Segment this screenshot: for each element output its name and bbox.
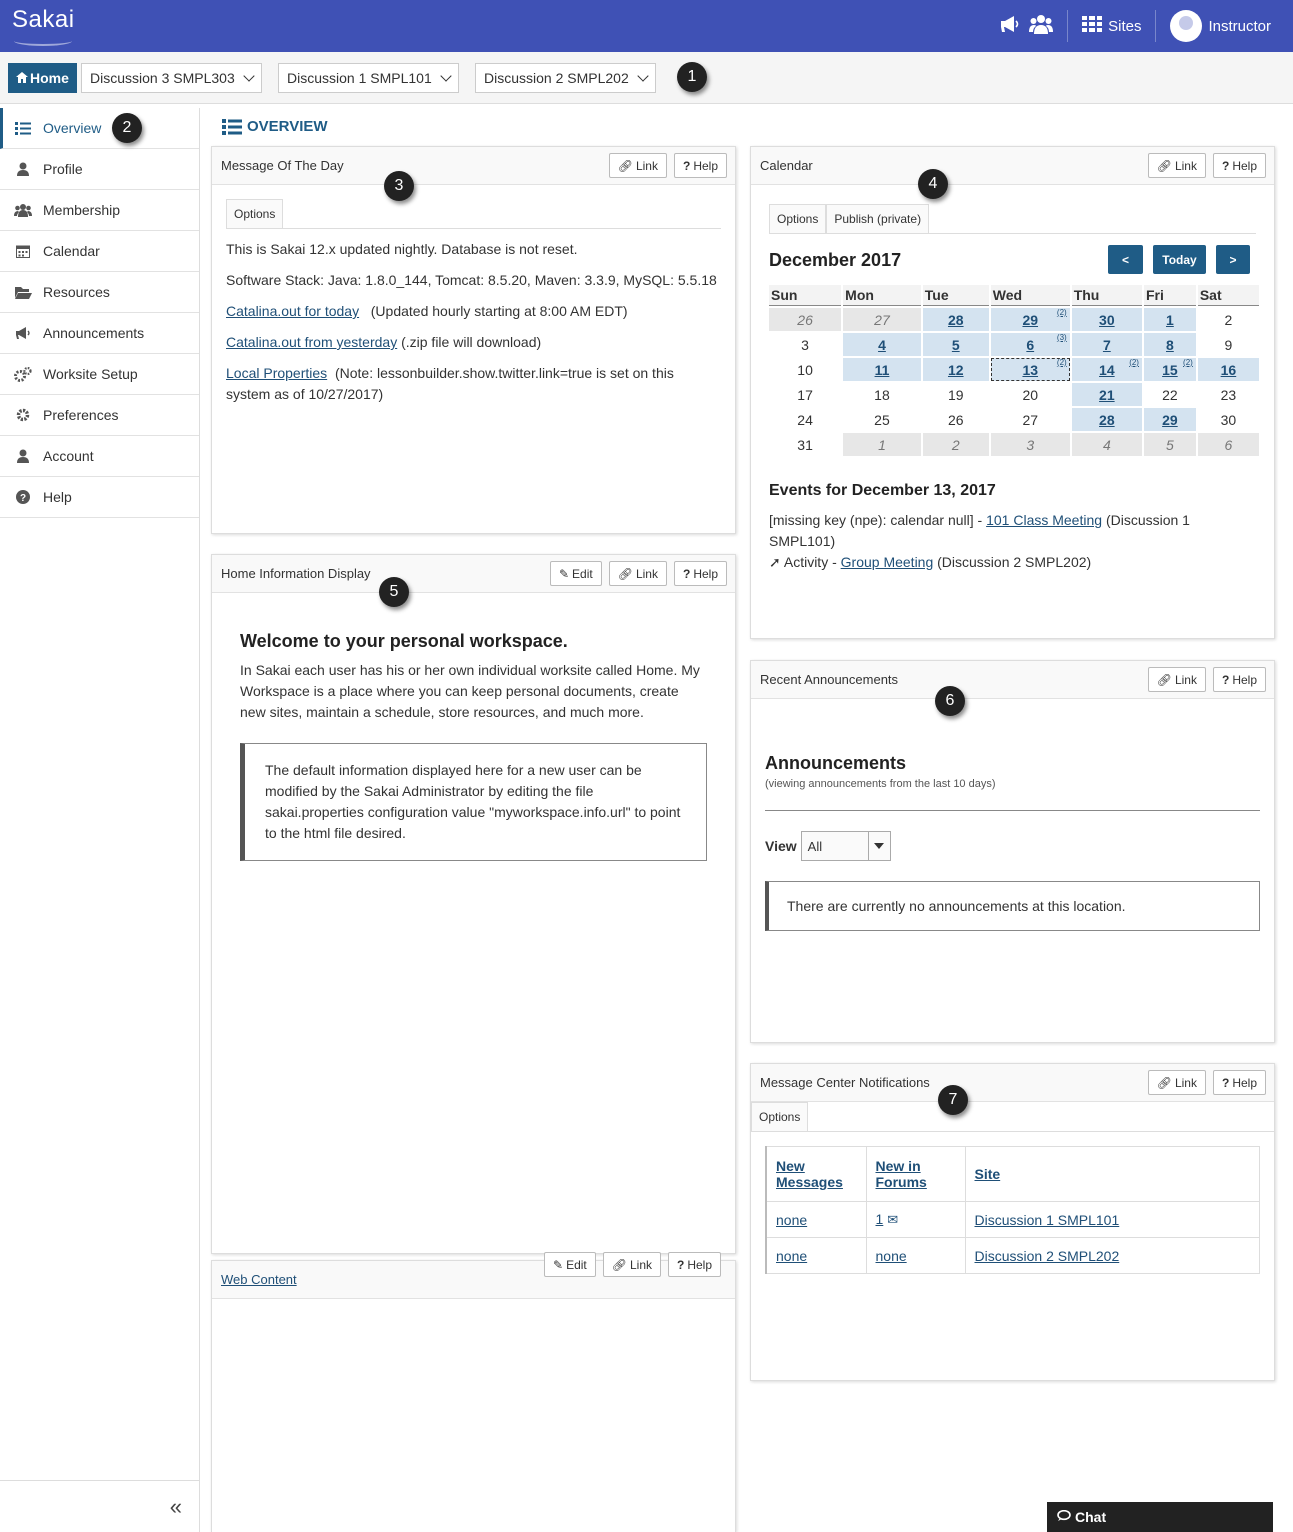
collapse-icon: « xyxy=(169,1493,182,1519)
day-number: 6 xyxy=(1224,436,1233,453)
day-number: 5 xyxy=(1166,436,1174,453)
calendar-day[interactable] xyxy=(1072,383,1142,406)
day-number: 2 xyxy=(1224,311,1233,328)
web-content-panel xyxy=(211,1257,736,1532)
link-button[interactable] xyxy=(603,1252,661,1277)
catalina-yesterday-link[interactable]: Catalina.out from yesterday xyxy=(226,334,398,350)
link-button[interactable] xyxy=(1148,1070,1206,1095)
prev-month-button[interactable]: < xyxy=(1108,245,1143,274)
day-number: 21 xyxy=(1099,386,1115,403)
panel-header xyxy=(751,147,1274,185)
motd-body xyxy=(212,185,735,405)
day-number: 3 xyxy=(801,336,809,353)
day-number: 29 xyxy=(1162,411,1178,428)
day-number: 2 xyxy=(951,436,960,453)
envelope-icon[interactable]: ✉ xyxy=(887,1212,899,1227)
edit-button[interactable] xyxy=(544,1252,596,1277)
day-header: Wed xyxy=(991,285,1070,306)
calendar-day xyxy=(769,358,841,381)
megaphone-icon[interactable] xyxy=(999,15,1021,37)
event-prefix: Activity - xyxy=(783,554,837,570)
calendar-day xyxy=(991,408,1070,431)
panel-header xyxy=(751,1064,1274,1102)
message-center-body xyxy=(751,1132,1274,1274)
day-number: 15 xyxy=(1162,361,1178,378)
calendar-day xyxy=(769,433,841,456)
calendar-tabs xyxy=(769,204,1256,234)
sidebar-item-announcements[interactable] xyxy=(0,313,199,354)
question-icon: ? xyxy=(1221,1075,1230,1090)
table-row xyxy=(766,1238,1260,1274)
forum-count-link[interactable]: 1 xyxy=(875,1211,884,1227)
sidebar-item-label: Preferences xyxy=(43,407,119,423)
calendar-week xyxy=(769,333,1259,356)
event-item xyxy=(769,552,1256,573)
calendar-day xyxy=(923,433,989,456)
calendar-day xyxy=(991,383,1070,406)
calendar-day[interactable] xyxy=(1144,408,1196,431)
svg-text:?: ? xyxy=(19,493,27,504)
calendar-day xyxy=(1198,433,1259,456)
help-label: Help xyxy=(687,1257,713,1272)
panel-header xyxy=(212,555,735,593)
edit-button[interactable] xyxy=(550,561,602,586)
calendar-day xyxy=(769,383,841,406)
link-label: Link xyxy=(635,566,658,581)
day-number: 9 xyxy=(1224,336,1233,353)
announcements-heading: Announcements xyxy=(765,753,907,773)
chevron-down-icon[interactable] xyxy=(637,70,648,81)
site-tab-label: Discussion 2 SMPL202 xyxy=(484,70,629,86)
gears-icon xyxy=(14,367,32,381)
day-number: 3 xyxy=(1026,436,1035,453)
calendar-icon xyxy=(14,244,32,258)
calendar-day[interactable] xyxy=(1072,333,1142,356)
table-row xyxy=(766,1202,1260,1238)
calendar-day xyxy=(769,408,841,431)
events-heading: Events for December 13, 2017 xyxy=(769,482,996,499)
sidebar-item-resources[interactable] xyxy=(0,272,199,313)
day-number: 26 xyxy=(947,411,964,428)
calendar-day[interactable] xyxy=(1072,308,1142,331)
motd-panel xyxy=(211,146,736,534)
event-link[interactable]: Group Meeting xyxy=(840,554,934,570)
edit-label: Edit xyxy=(572,566,593,581)
calendar-week xyxy=(769,433,1259,456)
question-icon: ? xyxy=(682,566,691,581)
event-count: (2) xyxy=(1056,308,1067,317)
calendar-month: December 2017 xyxy=(769,250,902,270)
day-number: 6 xyxy=(1026,336,1035,353)
home-info-body xyxy=(212,593,735,861)
link-label: Link xyxy=(1174,158,1197,173)
motd-line2: Software Stack: Java: 1.8.0_144, Tomcat: 8.5.20, Maven: 3.3.9, MySQL: 5.5.18 xyxy=(226,272,717,288)
question-icon: ? xyxy=(1221,158,1230,173)
day-number: 19 xyxy=(947,386,964,403)
help-label: Help xyxy=(1232,158,1257,173)
calendar-day xyxy=(923,408,989,431)
day-number: 7 xyxy=(1102,336,1111,353)
megaphone-icon xyxy=(14,326,32,340)
sidebar-item-label: Calendar xyxy=(43,243,100,259)
day-number: 5 xyxy=(951,336,960,353)
link-icon: 🔗︎ xyxy=(617,158,633,173)
link-button[interactable] xyxy=(609,153,667,178)
help-button[interactable] xyxy=(1213,667,1266,692)
announcements-panel xyxy=(750,660,1275,1043)
sidebar-item-membership[interactable] xyxy=(0,190,199,231)
calendar-body xyxy=(751,185,1274,573)
calendar-day xyxy=(1144,433,1196,456)
web-content-buttons xyxy=(544,1252,721,1277)
chat-label: Chat xyxy=(1075,1509,1107,1525)
header-tools xyxy=(999,10,1271,42)
catalina-today-link[interactable]: Catalina.out for today xyxy=(226,303,360,319)
event-prefix: [missing key (npe): calendar null] - xyxy=(769,512,983,528)
day-header: Sun xyxy=(769,285,841,306)
calendar-day[interactable] xyxy=(1198,358,1259,381)
callout-badge: 5 xyxy=(379,577,409,607)
help-label: Help xyxy=(1232,1075,1257,1090)
users-icon xyxy=(14,203,32,217)
chat-button[interactable] xyxy=(1047,1502,1273,1532)
link-label: Link xyxy=(1174,672,1197,687)
day-number: 27 xyxy=(874,311,890,328)
publish-tab[interactable]: Publish (private) xyxy=(826,204,929,233)
event-link[interactable]: 101 Class Meeting xyxy=(986,512,1103,528)
day-number: 14 xyxy=(1099,361,1115,378)
link-icon: 🔗︎ xyxy=(1156,672,1172,687)
day-number: 17 xyxy=(797,386,813,403)
calendar-week xyxy=(769,358,1259,381)
calendar-day xyxy=(843,308,921,331)
day-number: 18 xyxy=(874,386,890,403)
link-note: (Updated hourly starting at 8:00 AM EDT) xyxy=(370,303,628,319)
home-label: Home xyxy=(30,70,69,86)
day-number: 1 xyxy=(1166,311,1174,328)
caret-down-icon xyxy=(868,832,890,860)
view-select[interactable] xyxy=(801,831,891,861)
day-number: 31 xyxy=(797,436,813,453)
link-note: (.zip file will download) xyxy=(401,334,542,350)
calendar-day[interactable] xyxy=(1072,408,1142,431)
new-messages-link[interactable]: none xyxy=(776,1211,808,1228)
day-number: 16 xyxy=(1220,361,1237,378)
roster-icon[interactable] xyxy=(1029,14,1053,38)
sites-label: Sites xyxy=(1108,17,1142,35)
help-button[interactable] xyxy=(1213,1070,1266,1095)
sidebar-item-label: Overview xyxy=(43,120,102,136)
calendar-day xyxy=(1198,333,1259,356)
day-number: 10 xyxy=(797,361,813,378)
day-number: 26 xyxy=(797,311,813,328)
next-month-button[interactable]: > xyxy=(1216,245,1250,274)
calendar-week xyxy=(769,408,1259,431)
calendar-day xyxy=(843,433,921,456)
calendar-day[interactable] xyxy=(1144,308,1196,331)
day-number: 12 xyxy=(947,361,964,378)
help-button[interactable] xyxy=(1213,153,1266,178)
view-label: View xyxy=(765,838,797,854)
welcome-heading: Welcome to your personal workspace. xyxy=(240,631,568,651)
avatar xyxy=(1170,10,1202,42)
calendar-day xyxy=(923,383,989,406)
day-number: 8 xyxy=(1166,336,1174,353)
day-number: 11 xyxy=(874,361,890,378)
day-number: 24 xyxy=(797,411,813,428)
sidebar-item-label: Help xyxy=(43,489,72,505)
new-messages-link[interactable]: none xyxy=(776,1247,808,1264)
help-button[interactable] xyxy=(668,1252,721,1277)
grid-icon xyxy=(1082,16,1102,36)
calendar-grid xyxy=(767,283,1261,458)
day-header: Thu xyxy=(1072,285,1142,306)
chevron-down-icon[interactable] xyxy=(440,70,451,81)
day-number: 4 xyxy=(1102,436,1111,453)
view-select-value: All xyxy=(807,838,823,854)
calendar-week xyxy=(769,308,1259,331)
link-button[interactable] xyxy=(609,561,667,586)
calendar-day[interactable] xyxy=(991,308,1070,331)
forum-count-link[interactable]: none xyxy=(875,1247,907,1264)
sidebar-item-help[interactable] xyxy=(0,477,199,518)
user-icon xyxy=(14,449,32,463)
day-number: 27 xyxy=(1022,411,1039,428)
page-title xyxy=(222,118,328,135)
chat-icon xyxy=(1057,1509,1071,1525)
day-number: 29 xyxy=(1022,311,1039,328)
panel-header xyxy=(212,147,735,185)
calendar-day xyxy=(1072,433,1142,456)
panel-title: Message Center Notifications xyxy=(760,1075,930,1090)
event-count: (2) xyxy=(1129,358,1139,367)
announcements-body xyxy=(751,699,1274,931)
day-number: 28 xyxy=(1099,411,1115,428)
sidebar-item-label: Account xyxy=(43,448,94,464)
link-label: Link xyxy=(1174,1075,1197,1090)
link-label: Link xyxy=(629,1257,652,1272)
link-button[interactable] xyxy=(1148,667,1206,692)
question-icon: ? xyxy=(677,1257,685,1272)
separator xyxy=(1155,10,1156,42)
sidebar-item-account[interactable] xyxy=(0,436,199,477)
calendar-day[interactable] xyxy=(923,333,989,356)
event-item xyxy=(769,510,1256,552)
sidebar-item-worksite-setup[interactable] xyxy=(0,354,199,395)
site-link[interactable]: Discussion 1 SMPL101 xyxy=(974,1211,1120,1228)
sidebar-item-calendar[interactable] xyxy=(0,231,199,272)
edit-label: Edit xyxy=(566,1257,587,1272)
collapse-sidebar-button[interactable] xyxy=(0,1480,200,1532)
calendar-day xyxy=(1144,383,1196,406)
user-menu[interactable] xyxy=(1170,10,1271,42)
empty-announcements: There are currently no announcements at this location. xyxy=(765,881,1260,931)
tool-menu xyxy=(0,108,200,1532)
site-tab-smpl202[interactable] xyxy=(475,63,656,93)
home-icon xyxy=(16,70,28,86)
day-number: 30 xyxy=(1099,311,1115,328)
day-header: Fri xyxy=(1144,285,1196,306)
announcements-subtitle: (viewing announcements from the last 10 days) xyxy=(765,778,1260,811)
link-icon: 🔗︎ xyxy=(617,566,633,581)
day-number: 13 xyxy=(1022,361,1039,378)
day-number: 30 xyxy=(1220,411,1237,428)
day-header: Tue xyxy=(923,285,989,306)
event-count: (3) xyxy=(1056,333,1067,342)
calendar-day xyxy=(769,308,841,331)
day-number: 1 xyxy=(878,436,886,453)
panel-title: Message Of The Day xyxy=(221,158,344,173)
calendar-week xyxy=(769,383,1259,406)
callout-badge: 6 xyxy=(935,686,965,716)
calendar-day xyxy=(1198,383,1259,406)
callout-badge: 2 xyxy=(112,113,142,143)
calendar-day[interactable] xyxy=(923,358,989,381)
sites-button[interactable] xyxy=(1082,16,1141,36)
list-icon xyxy=(14,121,32,135)
sidebar-item-label: Announcements xyxy=(43,325,145,341)
calendar-day[interactable] xyxy=(991,333,1070,356)
event-count: (2) xyxy=(1183,358,1193,367)
sidebar-item-overview[interactable] xyxy=(0,108,199,149)
calendar-panel xyxy=(750,146,1275,639)
site-link[interactable]: Discussion 2 SMPL202 xyxy=(974,1247,1120,1264)
sidebar-item-preferences[interactable] xyxy=(0,395,199,436)
link-icon: 🔗︎ xyxy=(611,1257,627,1272)
sidebar-item-label: Membership xyxy=(43,202,121,218)
info-note: The default information displayed here for a new user can be modified by the Sakai Administrator by editing the file sakai.properties configuration value "myworkspace.info.url" to point to the html file desired. xyxy=(240,743,707,861)
sidebar-item-profile[interactable] xyxy=(0,149,199,190)
day-number: 20 xyxy=(1022,386,1039,403)
day-number: 23 xyxy=(1220,386,1237,403)
table-header-row xyxy=(766,1147,1260,1202)
pencil-icon: ✎ xyxy=(558,566,570,581)
notifications-table xyxy=(765,1146,1260,1274)
callout-badge: 7 xyxy=(938,1085,968,1115)
view-filter xyxy=(765,831,1260,861)
calendar-day[interactable] xyxy=(1144,358,1196,381)
new-messages-header[interactable]: New Messages xyxy=(776,1158,843,1190)
calendar-day xyxy=(769,333,841,356)
top-header xyxy=(0,0,1293,52)
home-info-panel xyxy=(211,554,736,1254)
options-tab[interactable]: Options xyxy=(226,199,283,228)
question-icon: ? xyxy=(682,158,691,173)
panel-title-link[interactable]: Web Content xyxy=(221,1272,297,1287)
help-label: Help xyxy=(693,158,718,173)
link-button[interactable] xyxy=(1148,153,1206,178)
help-label: Help xyxy=(1232,672,1257,687)
calendar-day[interactable] xyxy=(843,333,921,356)
sidebar-item-label: Worksite Setup xyxy=(43,366,138,382)
panel-header xyxy=(751,661,1274,699)
chevron-down-icon[interactable] xyxy=(243,70,254,81)
day-number: 25 xyxy=(874,411,890,428)
site-tab-label: Discussion 1 SMPL101 xyxy=(287,70,432,86)
gear-icon xyxy=(14,408,32,422)
welcome-body: In Sakai each user has his or her own individual worksite called Home. My Workspace is a place where you can keep personal documents, create new sites, maintain a schedule, store resources, and much more. xyxy=(240,662,700,720)
motd-line1: This is Sakai 12.x updated nightly. Database is not reset. xyxy=(226,241,578,257)
folder-icon xyxy=(14,285,32,299)
site-header[interactable]: Site xyxy=(974,1166,1001,1182)
logo-swoosh xyxy=(14,36,72,46)
day-number: 22 xyxy=(1162,386,1178,403)
separator xyxy=(1067,10,1068,42)
calendar-day[interactable] xyxy=(1072,358,1142,381)
help-button[interactable] xyxy=(674,561,727,586)
options-tab[interactable]: Options xyxy=(769,204,826,233)
calendar-day[interactable] xyxy=(1144,333,1196,356)
question-icon: ? xyxy=(1221,672,1230,687)
page-title-text: OVERVIEW xyxy=(247,118,328,135)
question-icon xyxy=(14,490,32,504)
message-center-panel xyxy=(750,1063,1275,1381)
event-site: (Discussion 1 SMPL101) xyxy=(769,512,1190,549)
calendar-day[interactable] xyxy=(991,358,1070,381)
link-icon: 🔗︎ xyxy=(1156,1075,1172,1090)
options-tab[interactable]: Options xyxy=(751,1102,808,1131)
calendar-day xyxy=(991,433,1070,456)
panel-title: Home Information Display xyxy=(221,566,371,581)
site-tab-smpl303[interactable] xyxy=(81,63,262,93)
site-tab-label: Discussion 3 SMPL303 xyxy=(90,70,235,86)
calendar-day[interactable] xyxy=(843,358,921,381)
day-header: Sat xyxy=(1198,285,1259,306)
help-button[interactable] xyxy=(674,153,727,178)
panel-title: Recent Announcements xyxy=(760,672,899,687)
new-in-forums-header[interactable]: New in Forums xyxy=(875,1158,927,1190)
home-button[interactable] xyxy=(8,63,77,93)
calendar-day xyxy=(1198,308,1259,331)
day-number: 4 xyxy=(878,336,886,353)
calendar-day xyxy=(843,383,921,406)
link-label: Link xyxy=(635,158,658,173)
local-properties-link[interactable]: Local Properties xyxy=(226,365,328,381)
sidebar-item-label: Resources xyxy=(43,284,110,300)
callout-badge: 3 xyxy=(384,171,414,201)
callout-badge: 1 xyxy=(677,62,707,92)
sidebar-item-label: Profile xyxy=(43,161,83,177)
rocket-icon: ➚ xyxy=(769,554,781,570)
calendar-day xyxy=(843,408,921,431)
sites-bar xyxy=(0,52,1293,104)
panel-title: Calendar xyxy=(760,158,813,173)
user-name: Instructor xyxy=(1208,17,1271,35)
callout-badge: 4 xyxy=(918,169,948,199)
day-header: Mon xyxy=(843,285,921,306)
today-button[interactable]: Today xyxy=(1153,245,1206,274)
list-icon xyxy=(222,119,242,135)
link-note: (Note: lessonbuilder.show.twitter.link=true is set on this system as of 10/27/2017) xyxy=(226,365,674,402)
sakai-logo[interactable]: Sakai xyxy=(12,6,75,33)
calendar-day xyxy=(1198,408,1259,431)
event-site: (Discussion 2 SMPL202) xyxy=(937,554,1092,570)
user-icon xyxy=(14,162,32,176)
link-icon: 🔗︎ xyxy=(1156,158,1172,173)
site-tab-smpl101[interactable] xyxy=(278,63,459,93)
pencil-icon: ✎ xyxy=(553,1257,564,1272)
calendar-day[interactable] xyxy=(923,308,989,331)
event-count: (2) xyxy=(1056,358,1067,367)
day-number: 28 xyxy=(947,311,964,328)
help-label: Help xyxy=(693,566,718,581)
